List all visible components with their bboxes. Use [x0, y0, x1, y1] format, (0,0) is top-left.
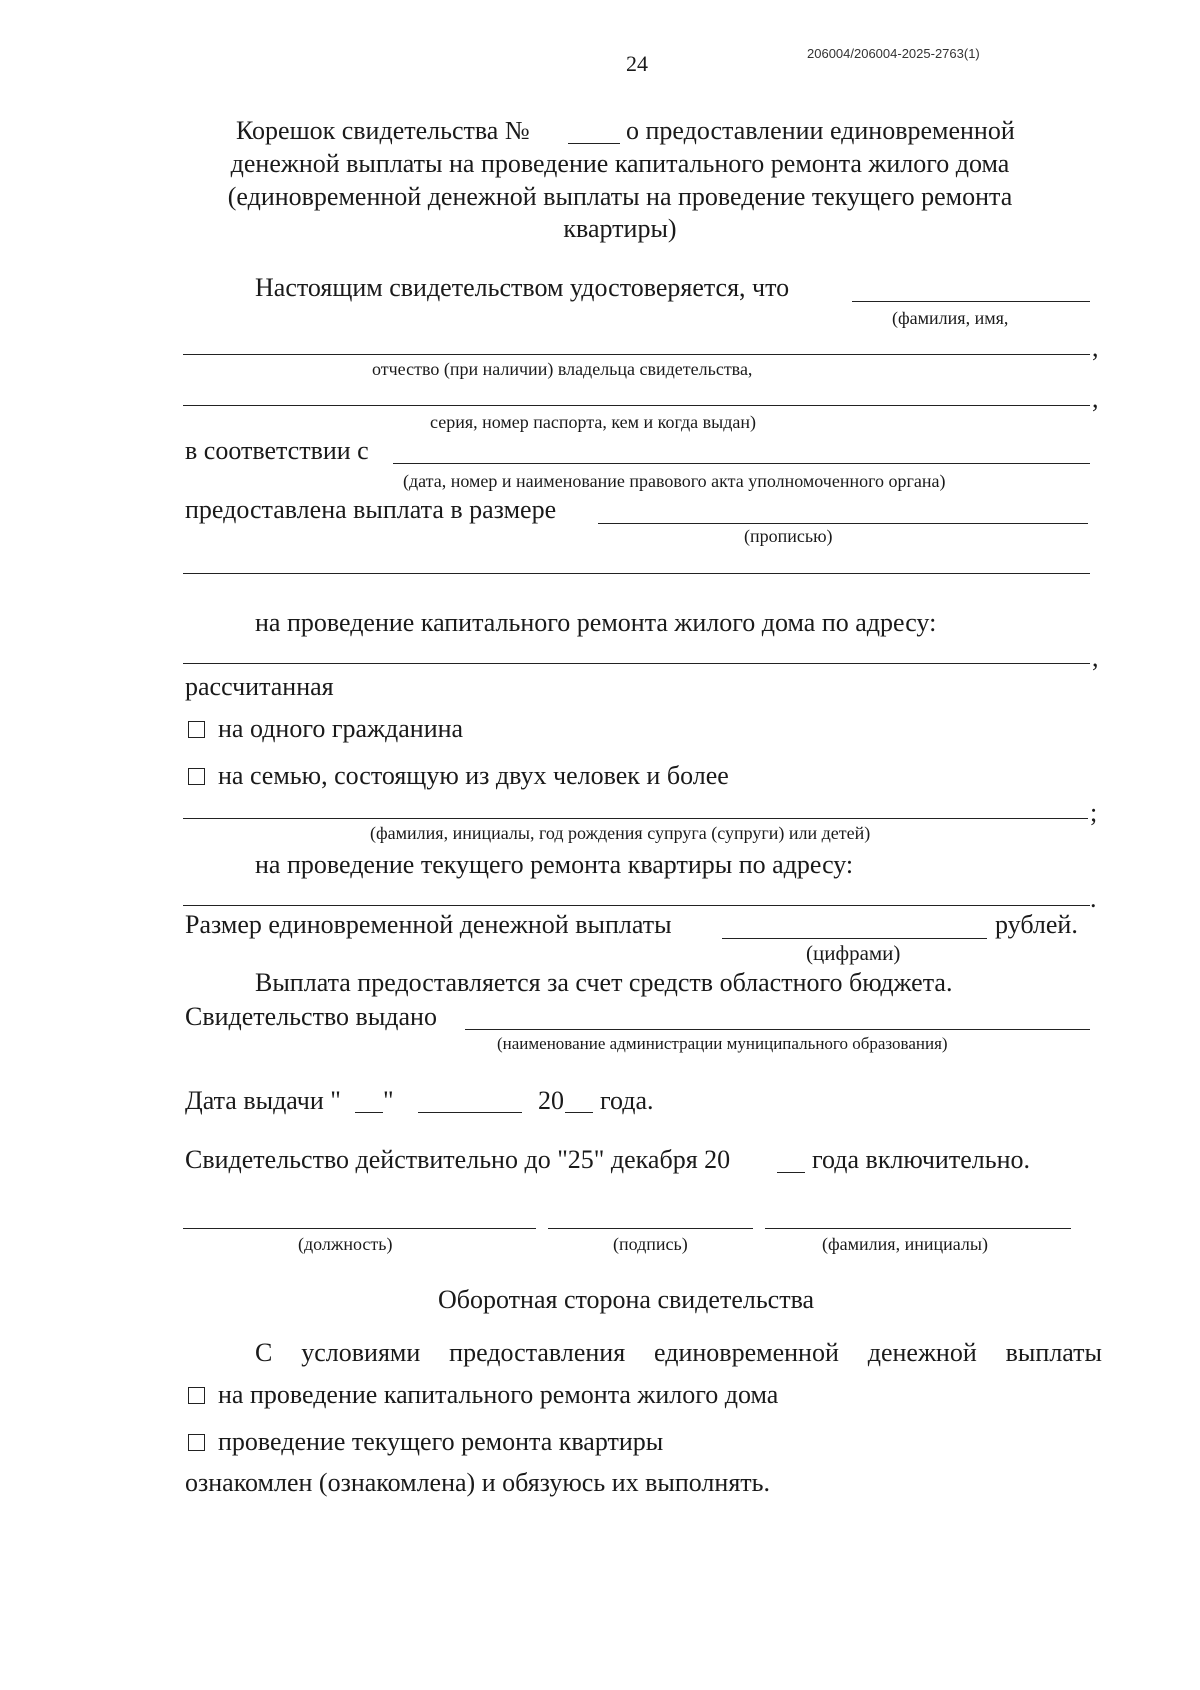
option-family-label: на семью, состоящую из двух человек и более [218, 761, 729, 790]
issue-date-suffix: года. [600, 1086, 654, 1115]
amount-words-blank [598, 523, 1088, 524]
issue-date-year: 20 [538, 1086, 564, 1115]
payment-amount-label: предоставлена выплата в размере [185, 495, 557, 524]
legal-act-blank [393, 463, 1090, 464]
issue-year-blank [565, 1112, 593, 1113]
issued-by-label: Свидетельство выдано [185, 1002, 437, 1031]
capital-address-line [183, 663, 1090, 664]
title-line3: (единовременной денежной выплаты на проведение текущего ремонта [227, 182, 1013, 211]
checkbox-current-repair[interactable] [188, 1434, 205, 1451]
checkbox-capital-repair[interactable] [188, 1387, 205, 1404]
page-number: 24 [626, 51, 648, 76]
hint-patronymic: отчество (при наличии) владельца свидетельства, [372, 359, 753, 379]
budget-text: Выплата предоставляется за счет средств областного бюджета. [255, 968, 953, 997]
reverse-conditions: С условиями предоставления единовременной денежной выплаты [255, 1338, 1102, 1367]
holder-name-blank [852, 301, 1090, 302]
issuer-blank [465, 1029, 1090, 1030]
option-capital-repair-label: на проведение капитального ремонта жилого дома [218, 1380, 779, 1409]
valid-year-blank [777, 1172, 805, 1173]
period: . [1090, 884, 1097, 913]
hint-in-words: (прописью) [744, 526, 833, 546]
valid-until-label: Свидетельство действительно до "25" декабря 20 [185, 1145, 731, 1174]
comma-3: , [1092, 643, 1099, 672]
amount-label: Размер единовременной денежной выплаты [185, 910, 672, 939]
hint-admin: (наименование администрации муниципального образования) [497, 1034, 948, 1053]
certificate-number-blank [568, 143, 620, 144]
hint-act: (дата, номер и наименование правового акта уполномоченного органа) [403, 471, 946, 491]
rubles-label: рублей. [995, 910, 1078, 939]
title-line1-suffix: о предоставлении единовременной [626, 116, 1015, 145]
title-line4: квартиры) [563, 214, 677, 243]
capital-repair-address-label: на проведение капитального ремонта жилого дома по адресу: [255, 608, 937, 637]
position-signature-line [183, 1228, 536, 1229]
name-signature-line [765, 1228, 1071, 1229]
title-line1-prefix: Корешок свидетельства № [236, 116, 530, 145]
issue-day-blank [355, 1112, 383, 1113]
issue-date-label: Дата выдачи " [185, 1086, 341, 1115]
document-reference: 206004/206004-2025-2763(1) [807, 46, 980, 61]
current-address-line [183, 905, 1090, 906]
hint-position: (должность) [298, 1234, 393, 1254]
certify-intro: Настоящим свидетельством удостоверяется, что [255, 273, 790, 302]
checkbox-family[interactable] [188, 768, 205, 785]
issue-date-quote: " [383, 1086, 394, 1115]
checkbox-one-citizen[interactable] [188, 721, 205, 738]
hint-name: (фамилия, имя, [892, 308, 1009, 328]
passport-line [183, 405, 1090, 406]
semicolon: ; [1090, 798, 1098, 827]
hint-name-initials: (фамилия, инициалы) [822, 1234, 988, 1254]
acknowledgement-text: ознакомлен (ознакомлена) и обязуюсь их выполнять. [185, 1468, 770, 1497]
signature-line [548, 1228, 753, 1229]
calculated-label: рассчитанная [185, 672, 334, 701]
issue-month-blank [418, 1112, 522, 1113]
comma-2: , [1092, 384, 1099, 413]
hint-family: (фамилия, инициалы, год рождения супруга (супруги) или детей) [370, 823, 871, 843]
holder-name-line [183, 354, 1090, 355]
hint-digits: (цифрами) [806, 941, 901, 965]
hint-passport: серия, номер паспорта, кем и когда выдан) [430, 412, 757, 432]
comma-1: , [1092, 333, 1099, 362]
amount-words-line [183, 573, 1090, 574]
reverse-side-title: Оборотная сторона свидетельства [438, 1285, 815, 1314]
title-line2: денежной выплаты на проведение капитального ремонта жилого дома [230, 149, 1010, 178]
option-one-citizen-label: на одного гражданина [218, 714, 464, 743]
current-repair-address-label: на проведение текущего ремонта квартиры по адресу: [255, 850, 854, 879]
in-accordance-label: в соответствии с [185, 436, 369, 465]
option-current-repair-label: проведение текущего ремонта квартиры [218, 1427, 664, 1456]
family-members-line [183, 818, 1088, 819]
amount-digits-blank [722, 938, 987, 939]
hint-signature: (подпись) [613, 1234, 688, 1254]
valid-until-suffix: года включительно. [812, 1145, 1030, 1174]
